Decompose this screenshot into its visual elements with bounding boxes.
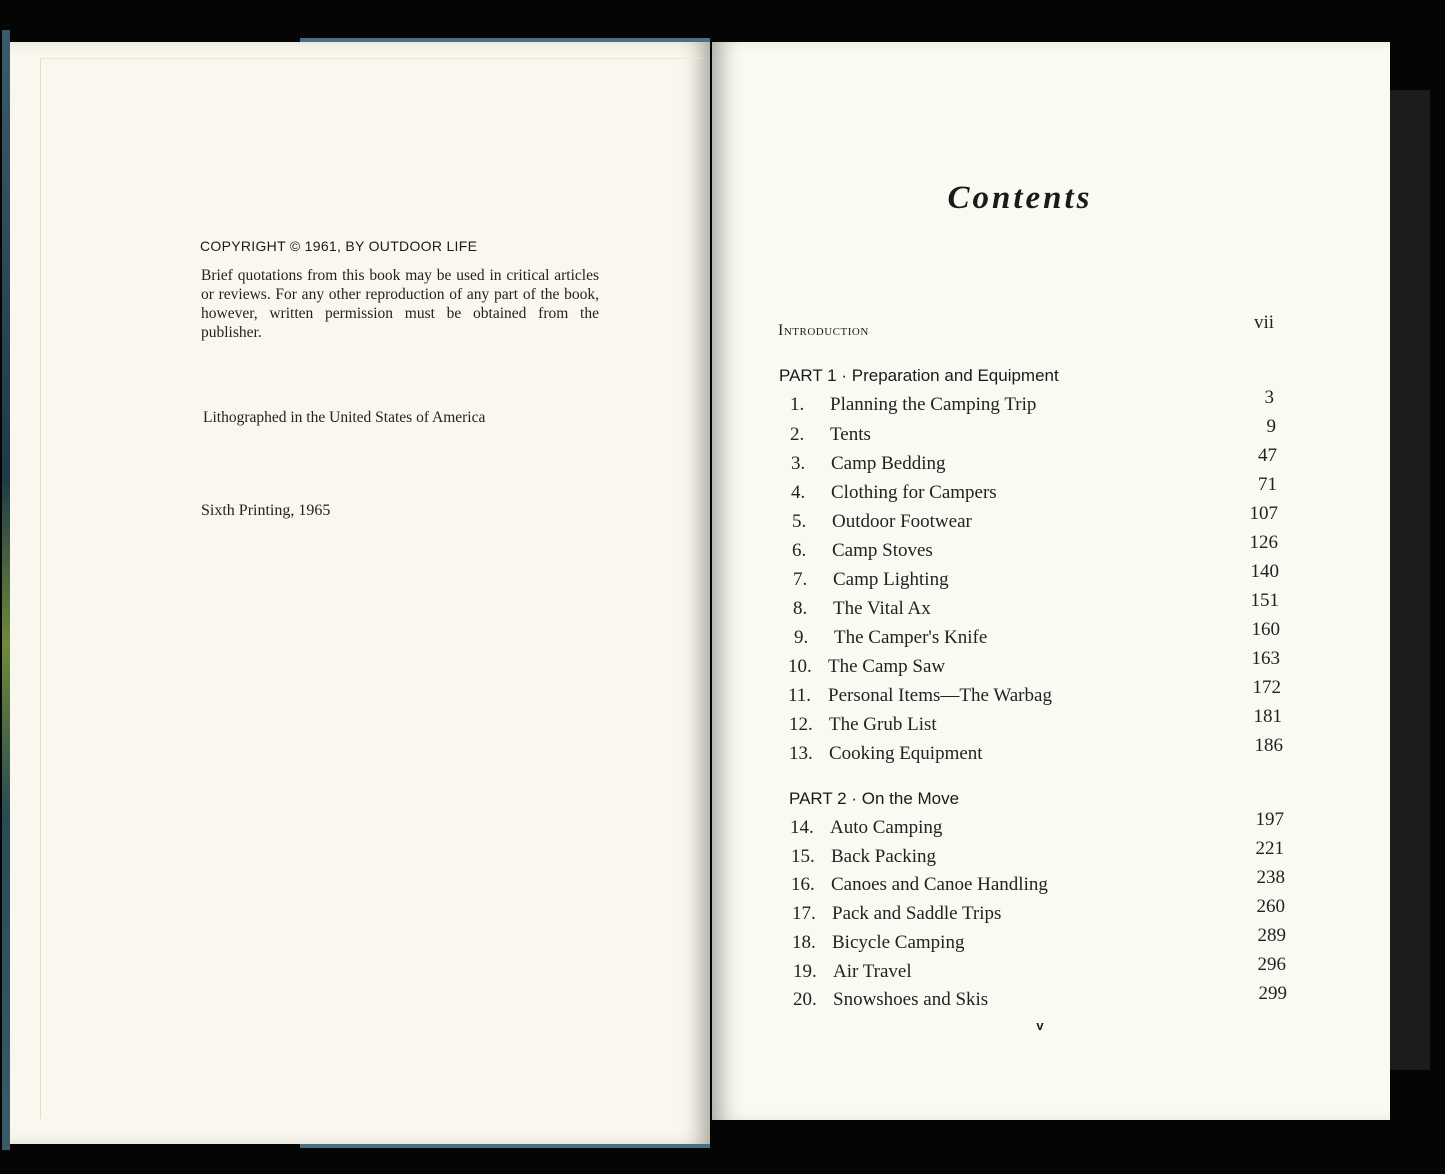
chapter-title: Pack and Saddle Trips xyxy=(832,903,1002,924)
chapter-number: 19. xyxy=(793,961,817,982)
chapter-page-number: 151 xyxy=(1250,590,1279,611)
chapter-number: 1. xyxy=(790,394,805,415)
chapter-page-number: 9 xyxy=(1266,416,1276,437)
chapter-title: Bicycle Camping xyxy=(832,932,965,953)
chapter-number: 18. xyxy=(792,932,816,953)
chapter-number: 15. xyxy=(791,846,815,867)
chapter-title: Planning the Camping Trip xyxy=(830,394,1037,415)
chapter-title: Camp Bedding xyxy=(831,453,946,474)
chapter-page-number: 71 xyxy=(1258,474,1277,495)
chapter-page-number: 47 xyxy=(1258,445,1277,466)
introduction-label: Introduction xyxy=(778,322,869,339)
rights-notice: Brief quotations from this book may be used in critical articles or reviews. For any other reproduction of any part of the book, however, written permission must be obtained from the publisher. xyxy=(201,267,599,341)
chapter-number: 20. xyxy=(793,989,817,1010)
chapter-number: 2. xyxy=(790,424,805,445)
chapter-page-number: 3 xyxy=(1264,387,1274,408)
chapter-page-number: 221 xyxy=(1255,838,1284,859)
chapter-title: Cooking Equipment xyxy=(829,743,983,764)
chapter-page-number: 163 xyxy=(1251,648,1280,669)
chapter-title: Outdoor Footwear xyxy=(832,511,972,532)
chapter-number: 6. xyxy=(792,540,807,561)
chapter-page-number: 140 xyxy=(1250,561,1279,582)
chapter-number: 13. xyxy=(789,743,813,764)
chapter-title: Canoes and Canoe Handling xyxy=(831,874,1048,895)
part-1-heading: PART 1 · Preparation and Equipment xyxy=(779,366,1059,385)
chapter-title: Air Travel xyxy=(833,961,912,982)
chapter-number: 9. xyxy=(794,627,809,648)
chapter-title: The Grub List xyxy=(829,714,937,735)
chapter-title: Personal Items—The Warbag xyxy=(828,685,1052,706)
chapter-number: 7. xyxy=(793,569,808,590)
chapter-title: Camp Lighting xyxy=(833,569,949,590)
chapter-page-number: 107 xyxy=(1249,503,1278,524)
chapter-page-number: 238 xyxy=(1256,867,1285,888)
chapter-number: 12. xyxy=(789,714,813,735)
chapter-title: The Camper's Knife xyxy=(834,627,988,648)
chapter-title: Tents xyxy=(830,424,871,445)
chapter-number: 14. xyxy=(790,817,814,838)
introduction-page-number: vii xyxy=(1253,312,1274,333)
chapter-page-number: 172 xyxy=(1252,677,1281,698)
chapter-page-number: 260 xyxy=(1256,896,1285,917)
printing-line: Sixth Printing, 1965 xyxy=(201,502,331,519)
chapter-title: The Vital Ax xyxy=(833,598,931,619)
left-page xyxy=(10,42,710,1144)
chapter-title: Snowshoes and Skis xyxy=(833,989,989,1010)
chapter-page-number: 289 xyxy=(1257,925,1286,946)
chapter-number: 5. xyxy=(792,511,807,532)
chapter-title: The Camp Saw xyxy=(828,656,946,677)
chapter-page-number: 126 xyxy=(1249,532,1278,553)
chapter-title: Auto Camping xyxy=(830,817,943,838)
chapter-title: Back Packing xyxy=(831,846,937,867)
chapter-page-number: 181 xyxy=(1253,706,1282,727)
chapter-page-number: 160 xyxy=(1251,619,1280,640)
chapter-number: 10. xyxy=(788,656,812,677)
chapter-page-number: 296 xyxy=(1257,954,1286,975)
chapter-number: 8. xyxy=(793,598,808,619)
book-cover-right xyxy=(1390,90,1430,1070)
chapter-page-number: 186 xyxy=(1254,735,1283,756)
chapter-number: 17. xyxy=(792,903,816,924)
left-page-inner-margin xyxy=(40,58,701,1119)
lithographed-line: Lithographed in the United States of America xyxy=(203,409,486,426)
chapter-number: 16. xyxy=(791,874,815,895)
copyright-line: COPYRIGHT © 1961, BY OUTDOOR LIFE xyxy=(200,238,478,254)
part-2-heading: PART 2 · On the Move xyxy=(789,789,960,808)
chapter-page-number: 299 xyxy=(1258,983,1287,1004)
chapter-title: Camp Stoves xyxy=(832,540,933,561)
chapter-number: 3. xyxy=(791,453,806,474)
chapter-number: 4. xyxy=(791,482,806,503)
page-folio: v xyxy=(1036,1018,1044,1033)
chapter-title: Clothing for Campers xyxy=(831,482,997,503)
chapter-number: 11. xyxy=(788,685,812,706)
chapter-page-number: 197 xyxy=(1255,809,1284,830)
contents-title: Contents xyxy=(947,180,1093,216)
book-cover-edge xyxy=(2,30,10,1150)
